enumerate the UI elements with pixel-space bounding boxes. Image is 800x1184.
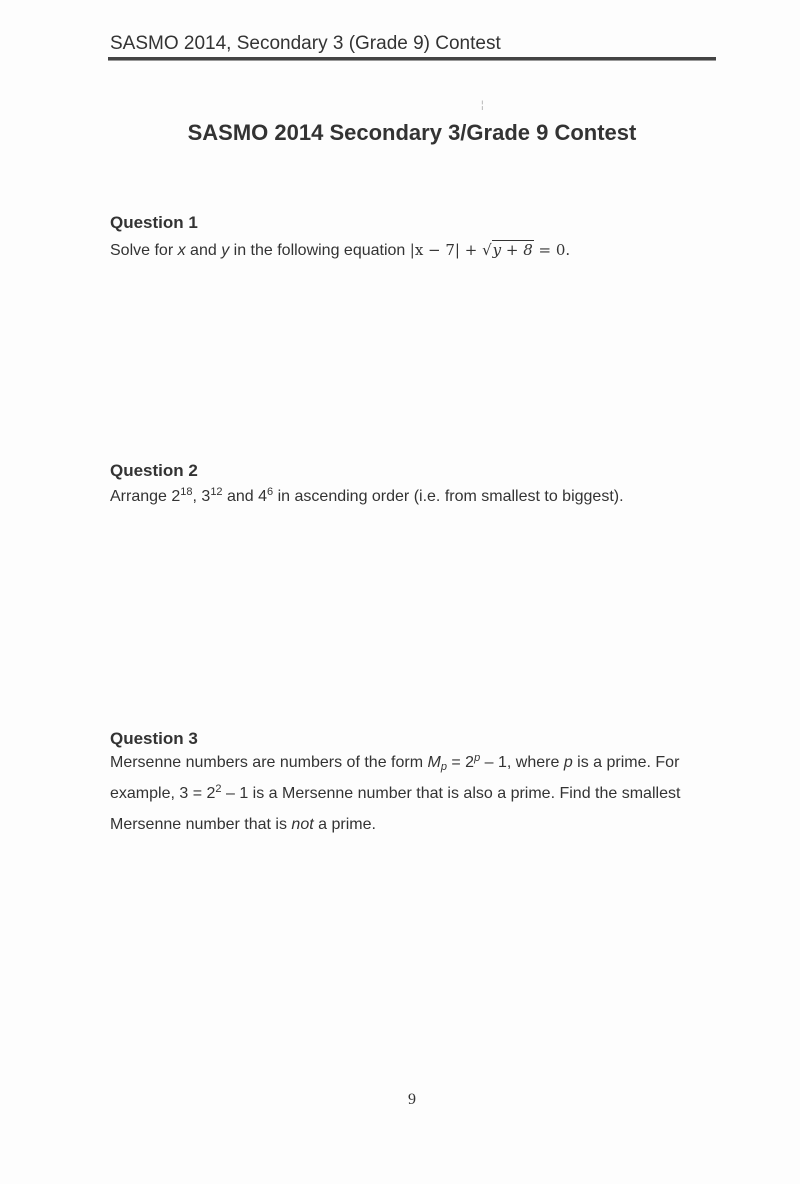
sqrt-symbol: √ xyxy=(482,241,492,259)
question-3-heading: Question 3 xyxy=(110,729,198,748)
question-1-text xyxy=(110,235,720,266)
q2-text-part: in ascending order (i.e. from smallest to biggest). xyxy=(273,488,624,505)
q1-var-y: y xyxy=(221,242,230,259)
question-3-text xyxy=(110,747,720,840)
document-title: SASMO 2014 Secondary 3/Grade 9 Contest xyxy=(187,120,637,145)
q3-not-emphasis: not xyxy=(291,816,314,833)
page-number: 9 xyxy=(408,1091,416,1108)
q2-text-part: , 3 xyxy=(192,488,211,505)
q2-exponent: 18 xyxy=(180,486,193,498)
q2-exponent: 12 xyxy=(210,486,223,498)
q1-text-part: in the following equation xyxy=(229,242,410,259)
running-title: SASMO 2014, Secondary 3 (Grade 9) Contest xyxy=(110,33,501,54)
q3-text-part: a prime. xyxy=(313,816,376,833)
q1-var-x: x xyxy=(177,242,186,259)
q3-text-part: – 1, where xyxy=(480,754,564,771)
header-rule xyxy=(108,57,716,61)
q1-text-part: and xyxy=(185,242,222,259)
q1-equation-abs: |x − 7| + xyxy=(409,241,483,259)
q2-exponent: 6 xyxy=(267,486,274,498)
q3-two-exponent: 2 xyxy=(215,783,222,795)
q1-text-part: Solve for xyxy=(110,242,178,259)
q3-mp-subscript: p xyxy=(440,761,447,773)
q3-text-part: Mersenne numbers are numbers of the form xyxy=(110,754,428,771)
q2-text-part: Arrange 2 xyxy=(110,488,181,505)
question-1-heading: Question 1 xyxy=(110,213,198,232)
q3-mp-base: M xyxy=(427,754,441,771)
question-2-text xyxy=(110,481,720,512)
q1-equation-end: = 0. xyxy=(533,241,571,259)
q3-text-part: = 2 xyxy=(446,754,475,771)
q1-equation xyxy=(410,240,570,259)
q3-text-part: is a prime. For example, 3 = 2 xyxy=(110,754,680,802)
q3-p-var: p xyxy=(563,754,573,771)
scan-speck: ¦ xyxy=(481,100,484,111)
q3-text-part: – 1 is a Mersenne number that is also a prime. Find the smallest Mersenne number that is xyxy=(110,785,681,833)
q2-text-part: and 4 xyxy=(222,488,268,505)
q3-p-exponent: p xyxy=(474,752,481,764)
q1-sqrt-body: y + 8 xyxy=(492,241,533,259)
question-2-heading: Question 2 xyxy=(110,461,198,480)
